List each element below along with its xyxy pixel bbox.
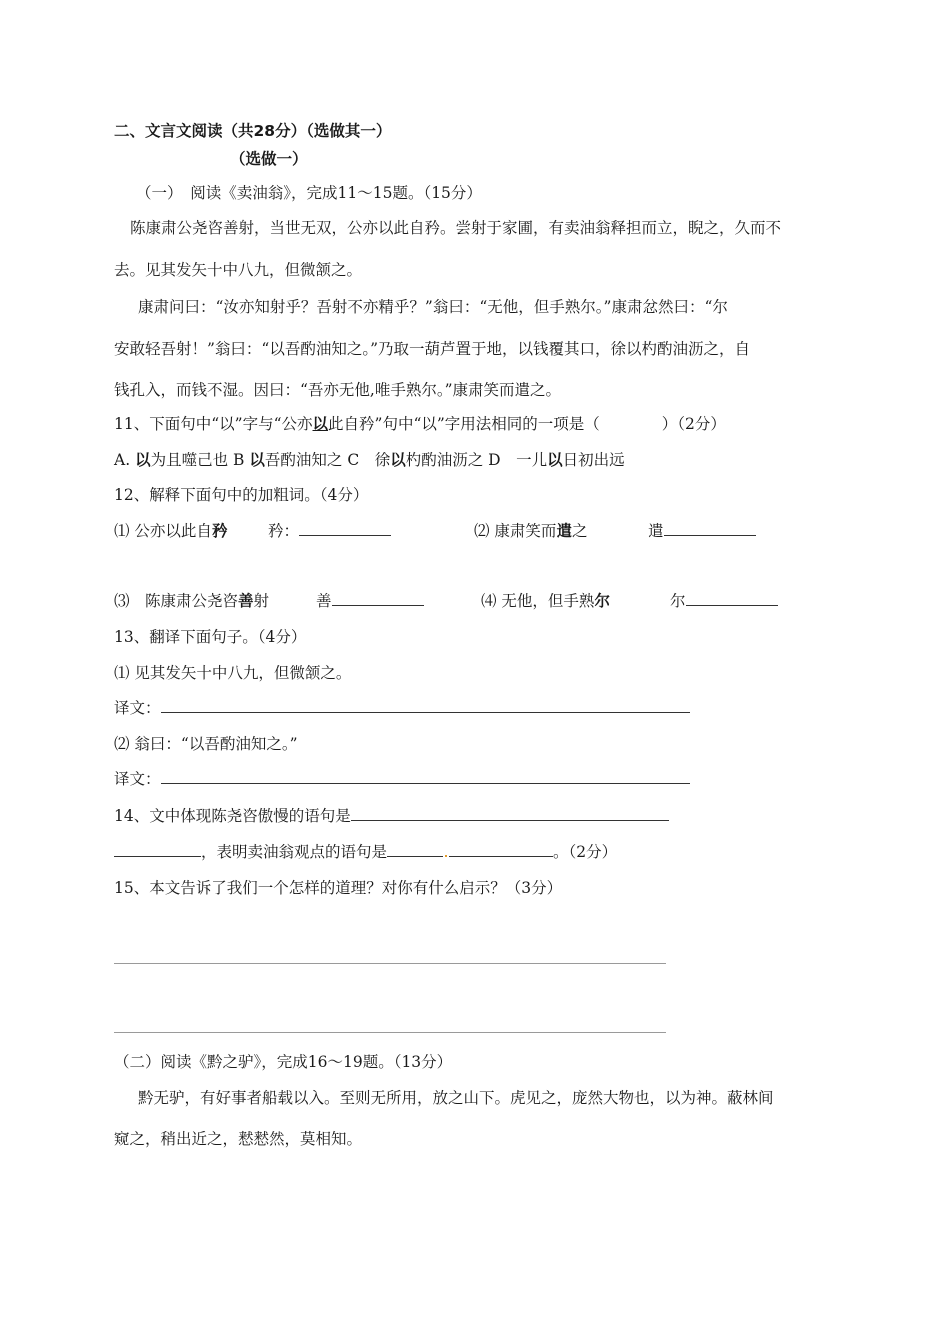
q14-arrogance-blank[interactable] xyxy=(351,805,669,821)
q12-item3-key: 善 xyxy=(238,591,254,610)
question-12-title: 12、解释下面句中的加粗词。（4分） xyxy=(114,486,369,504)
q13-translation-1 xyxy=(114,697,690,719)
q12-item1-answer xyxy=(268,520,391,542)
q12-item4-label: 尔 xyxy=(670,592,686,610)
q14-viewpoint-blank-a[interactable] xyxy=(387,841,443,857)
q11-key-char: 以 xyxy=(312,414,329,433)
q11-option-d-text: 日初出远 xyxy=(562,451,625,469)
q11-options xyxy=(114,449,625,471)
passage2-p1-line1: 黔无驴，有好事者船载以入。至则无所用，放之山下。虎见之，庞然大物也，以为神。蔽林间 xyxy=(138,1089,774,1107)
q11-option-a-text: 为且噬己也 xyxy=(150,451,229,469)
q11-text-pre: 11、下面句中“以”字与“公亦 xyxy=(114,415,313,433)
q12-item-1 xyxy=(114,520,227,542)
q11-option-b-key: 以 xyxy=(249,450,265,469)
q12-item1-label: 矜： xyxy=(268,522,300,540)
section-title: 二、文言文阅读（共28分）（选做其一） xyxy=(114,122,392,140)
q12-item2-blank[interactable] xyxy=(664,520,756,536)
q11-option-c-text: 杓酌油沥之 xyxy=(405,451,484,469)
q12-item1-blank[interactable] xyxy=(299,520,391,536)
q12-item4-text: ⑷ 无他，但手熟 xyxy=(481,592,595,610)
choice-one-label: （选做一） xyxy=(230,150,308,168)
q12-item3-label: 善 xyxy=(316,592,332,610)
q14-text-end: 。（2分） xyxy=(553,843,618,861)
passage1-p2-line2: 安敢轻吾射！”翁曰：“以吾酌油知之。”乃取一葫芦置于地，以钱覆其口，徐以杓酌油沥之，自 xyxy=(114,340,751,358)
q11-option-a-key: 以 xyxy=(135,450,151,469)
passage1-p1-line2: 去。见其发矢十中八九，但微颔之。 xyxy=(114,261,363,279)
q11-option-b-letter: B xyxy=(233,451,245,469)
q11-option-d-key: 以 xyxy=(547,450,563,469)
q15-answer-line-2[interactable] xyxy=(114,1032,666,1033)
q14-arrogance-blank-cont[interactable] xyxy=(114,841,201,857)
q11-text-post: 此自矜”句中“以”字用法相同的一项是（ ）（2分） xyxy=(328,415,726,433)
q12-item2-answer xyxy=(648,520,756,542)
q11-option-c-letter: C 徐 xyxy=(347,451,391,469)
q12-item2-post: 之 xyxy=(571,522,588,540)
q12-item3-answer xyxy=(316,590,424,612)
q12-item2-text: ⑵ 康肃笑而 xyxy=(474,522,557,540)
question-14-line2 xyxy=(114,841,617,863)
question-11 xyxy=(114,413,726,435)
q12-item4-key: 尔 xyxy=(594,591,610,610)
q12-item3-text: ⑶ 陈康肃公尧咨 xyxy=(114,592,239,610)
q12-item4-blank[interactable] xyxy=(686,590,778,606)
question-14-line1 xyxy=(114,805,669,827)
q11-option-b-text: 吾酌油知之 xyxy=(264,451,343,469)
q14-viewpoint-blank-b[interactable] xyxy=(449,841,553,857)
q13-translation-2-blank[interactable] xyxy=(161,768,690,784)
q12-item2-key: 遣 xyxy=(556,521,572,540)
question-13-title: 13、翻译下面句子。（4分） xyxy=(114,628,307,646)
q12-item1-text: ⑴ 公亦以此自 xyxy=(114,522,212,540)
passage1-p2-line1: 康肃问曰：“汝亦知射乎？吾射不亦精乎？”翁曰：“无他，但手熟尔。”康肃忿然曰：“尔 xyxy=(138,298,728,316)
q13-sentence-1: ⑴ 见其发矢十中八九，但微颔之。 xyxy=(114,664,352,682)
question-15-title: 15、本文告诉了我们一个怎样的道理？对你有什么启示？（3分） xyxy=(114,879,563,897)
orange-dot-mark xyxy=(445,855,447,857)
passage1-p1-line1: 陈康肃公尧咨善射，当世无双，公亦以此自矜。尝射于家圃，有卖油翁释担而立，睨之，久而不 xyxy=(130,219,782,237)
q13-translation-label-1: 译文： xyxy=(114,699,161,717)
q12-item-2 xyxy=(474,520,587,542)
passage2-heading: （二）阅读《黔之驴》，完成16～19题。（13分） xyxy=(114,1053,453,1071)
q13-translation-1-blank[interactable] xyxy=(161,697,690,713)
q13-sentence-2: ⑵ 翁曰：“以吾酌油知之。” xyxy=(114,735,298,753)
passage1-heading: （一） 阅读《卖油翁》，完成11～15题。（15分） xyxy=(136,184,482,202)
q12-item3-post: 射 xyxy=(253,592,270,610)
passage1-p2-line3: 钱孔入，而钱不湿。因曰：“吾亦无他,唯手熟尔。”康肃笑而遣之。 xyxy=(114,381,562,399)
q11-option-c-key: 以 xyxy=(390,450,406,469)
q11-option-d-letter: D 一儿 xyxy=(488,451,548,469)
q14-text-1: 14、文中体现陈尧咨傲慢的语句是 xyxy=(114,807,351,825)
passage2-p1-line2: 窥之，稍出近之，慭慭然，莫相知。 xyxy=(114,1130,363,1148)
q15-answer-line-1[interactable] xyxy=(114,963,666,964)
q13-translation-2 xyxy=(114,768,690,790)
q12-item1-key: 矜 xyxy=(211,521,228,540)
q12-item-3 xyxy=(114,590,269,612)
q12-item2-label: 遣 xyxy=(648,522,664,540)
q12-item4-answer xyxy=(670,590,778,612)
q12-item3-blank[interactable] xyxy=(332,590,424,606)
q13-translation-label-2: 译文： xyxy=(114,770,161,788)
q14-text-2: ，表明卖油翁观点的语句是 xyxy=(201,843,388,861)
q11-option-a-letter: A. xyxy=(114,451,131,469)
q12-item-4 xyxy=(481,590,610,612)
